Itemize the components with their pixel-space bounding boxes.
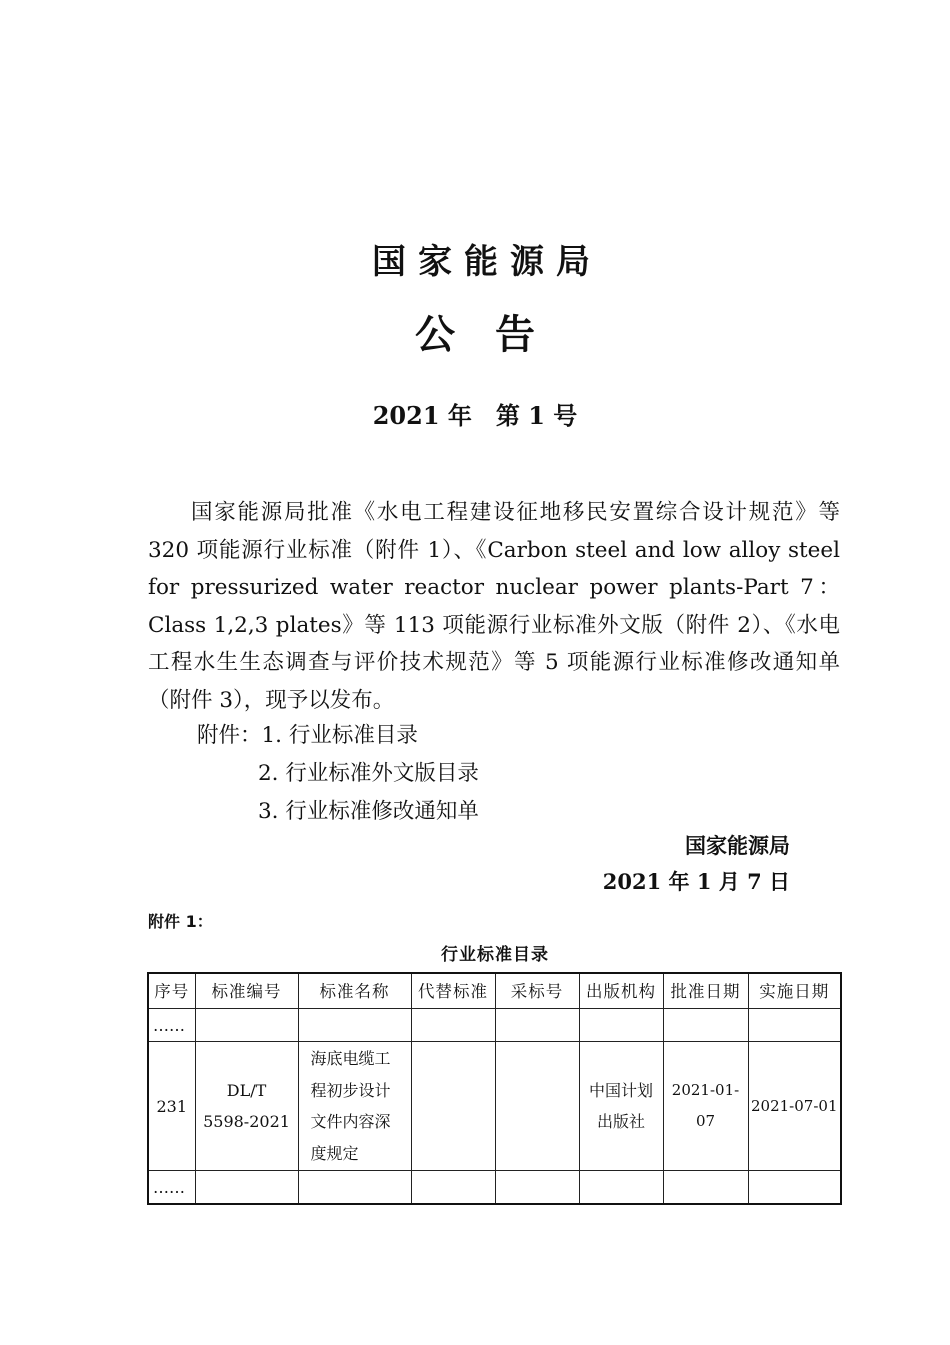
agency-title: 国家能源局 bbox=[372, 242, 602, 282]
document-type: 公 告 bbox=[415, 312, 535, 358]
name-line: 程初步设计 bbox=[310, 1080, 391, 1100]
signature-org: 国家能源局 bbox=[685, 834, 790, 858]
standards-table bbox=[147, 972, 842, 1205]
name-line: 海底电缆工 bbox=[310, 1049, 391, 1068]
publisher-line: 中国计划 bbox=[588, 1081, 653, 1100]
appendix-label: 附件 1： bbox=[148, 912, 213, 931]
effective-cell: 2021-07-01 bbox=[748, 1042, 841, 1171]
table-row bbox=[148, 1042, 841, 1171]
column-header: 标准名称 bbox=[298, 973, 411, 1009]
table-row-ellipsis bbox=[148, 1171, 841, 1205]
approved-cell: 2021-01-07 bbox=[663, 1042, 748, 1171]
announcement-body bbox=[148, 494, 840, 719]
name-cell bbox=[298, 1042, 411, 1171]
name-line: 度规定 bbox=[310, 1143, 359, 1163]
adopted-cell bbox=[495, 1042, 579, 1171]
ellipsis-cell: …… bbox=[148, 1009, 195, 1042]
publisher-line: 出版社 bbox=[596, 1112, 645, 1131]
issue-number: 2021 年 第 1 号 bbox=[372, 401, 578, 430]
column-header: 实施日期 bbox=[748, 973, 841, 1009]
column-header: 标准编号 bbox=[195, 973, 298, 1009]
ellipsis-cell: …… bbox=[148, 1171, 195, 1205]
signature-date: 2021 年 1 月 7 日 bbox=[602, 869, 790, 894]
attachment-item-1: 附件：1. 行业标准目录 bbox=[197, 723, 418, 748]
code-cell bbox=[195, 1042, 298, 1171]
publisher-cell bbox=[579, 1042, 663, 1171]
column-header: 序号 bbox=[148, 973, 195, 1009]
column-header: 代替标准 bbox=[411, 973, 495, 1009]
table-header-row bbox=[148, 973, 841, 1009]
column-header: 出版机构 bbox=[579, 973, 663, 1009]
attachment-item-2: 2. 行业标准外文版目录 bbox=[258, 761, 479, 786]
name-line: 文件内容深 bbox=[310, 1112, 391, 1131]
table-title: 行业标准目录 bbox=[441, 945, 549, 965]
code-line: DL/T bbox=[226, 1081, 267, 1100]
column-header: 采标号 bbox=[495, 973, 579, 1009]
table-row-ellipsis bbox=[148, 1009, 841, 1042]
code-line: 5598-2021 bbox=[203, 1112, 290, 1131]
replaces-cell bbox=[411, 1042, 495, 1171]
column-header: 批准日期 bbox=[663, 973, 748, 1009]
attachment-item-3: 3. 行业标准修改通知单 bbox=[258, 799, 479, 824]
seq-cell: 231 bbox=[148, 1042, 195, 1171]
announcement-paragraph: 国家能源局批准《水电工程建设征地移民安置综合设计规范》等 320 项能源行业标准（附件 1）、《Carbon steel and low alloy steel for pressurized water reactor nuclear power plants-Part 7：Class 1,2,3 plates》等 113 项能源行业标准外文版（附件 2）、《水电工程水生生态调查与评价技术规范》等 5 项能源行业标准修改通知单（附件 3），现予以发布。 bbox=[148, 500, 840, 713]
